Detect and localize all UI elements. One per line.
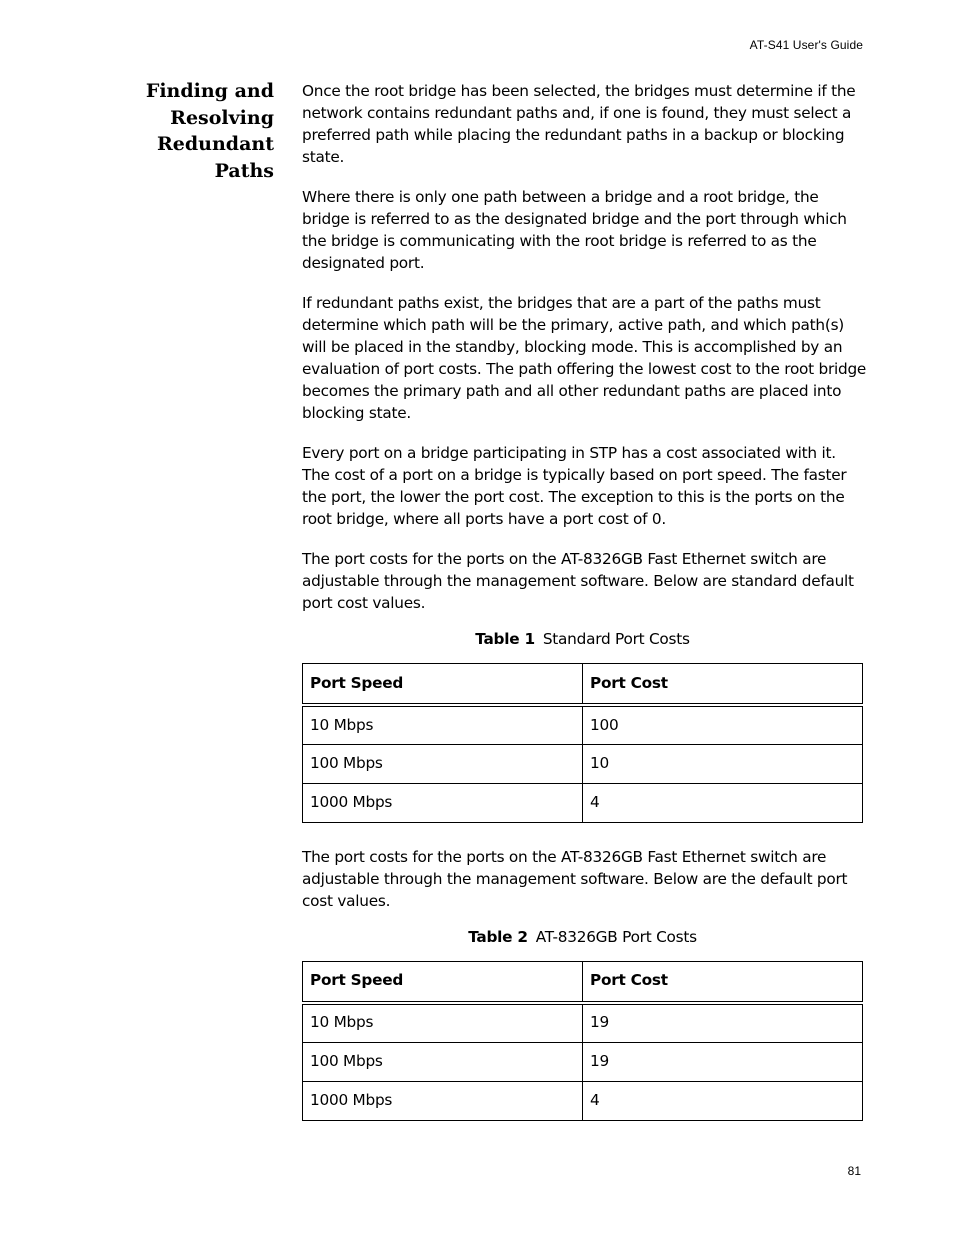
paragraph: The port costs for the ports on the AT-8326GB Fast Ethernet switch are adjustable through the management software. Below are the default port cost values. bbox=[302, 847, 848, 910]
header-port-cost: Port Cost bbox=[583, 663, 863, 705]
section-heading bbox=[120, 78, 274, 184]
cell-port-cost: 4 bbox=[583, 783, 863, 822]
cell-port-cost: 19 bbox=[583, 1042, 863, 1081]
table-2-caption bbox=[302, 927, 863, 949]
paragraph: The port costs for the ports on the AT-8326GB Fast Ethernet switch are adjustable through the management software. Below are standard default port cost values. bbox=[302, 550, 854, 613]
header-port-cost: Port Cost bbox=[583, 961, 863, 1003]
section-heading-line: Resolving bbox=[170, 106, 274, 129]
body-column bbox=[302, 81, 868, 1145]
cell-port-speed: 10 Mbps bbox=[303, 705, 583, 744]
table-row bbox=[303, 744, 863, 783]
table-2-caption-title: AT-8326GB Port Costs bbox=[535, 927, 697, 946]
cell-port-cost: 4 bbox=[583, 1081, 863, 1120]
table-row bbox=[303, 1042, 863, 1081]
table-1-caption bbox=[302, 629, 863, 651]
page-number: 81 bbox=[847, 1164, 861, 1178]
header-port-speed: Port Speed bbox=[303, 961, 583, 1003]
section-heading-line: Redundant bbox=[157, 133, 274, 155]
at-8326gb-port-costs-table bbox=[302, 961, 863, 1121]
table-row bbox=[303, 783, 863, 822]
cell-port-speed: 1000 Mbps bbox=[303, 1081, 583, 1120]
section-heading-line: Paths bbox=[214, 159, 274, 182]
cell-port-speed: 10 Mbps bbox=[303, 1003, 583, 1042]
header-port-speed: Port Speed bbox=[303, 663, 583, 705]
standard-port-costs-table bbox=[302, 663, 863, 823]
table-2-caption-number: Table 2 bbox=[468, 927, 528, 946]
table-1-caption-title: Standard Port Costs bbox=[542, 630, 690, 649]
table-header-row bbox=[303, 663, 863, 705]
table-row bbox=[303, 1081, 863, 1120]
running-head: AT-S41 User's Guide bbox=[749, 38, 863, 52]
section-heading-line: Finding and bbox=[145, 80, 274, 102]
cell-port-cost: 100 bbox=[583, 705, 863, 744]
table-1-caption-number: Table 1 bbox=[475, 630, 535, 649]
paragraph: Where there is only one path between a bridge and a root bridge, the bridge is referred to as the designated bridge and the port through which the bridge is communicating with the root bridge is referred to as the designated port. bbox=[302, 188, 847, 272]
paragraph: Once the root bridge has been selected, the bridges must determine if the network contains redundant paths and, if one is found, they must select a preferred path while placing the redundant paths in a backup or blocking state. bbox=[302, 82, 856, 166]
cell-port-cost: 19 bbox=[583, 1003, 863, 1042]
cell-port-cost: 10 bbox=[583, 744, 863, 783]
paragraph: If redundant paths exist, the bridges that are a part of the paths must determine which path will be the primary, active path, and which path(s) will be placed in the standby, blocking mode. This is accomplished by an evaluation of port costs. The path offering the lowest cost to the root bridge becomes the primary path and all other redundant paths are placed into blocking state. bbox=[302, 294, 867, 422]
cell-port-speed: 100 Mbps bbox=[303, 744, 583, 783]
cell-port-speed: 100 Mbps bbox=[303, 1042, 583, 1081]
table-row bbox=[303, 1003, 863, 1042]
cell-port-speed: 1000 Mbps bbox=[303, 783, 583, 822]
paragraph: Every port on a bridge participating in STP has a cost associated with it. The cost of a port on a bridge is typically based on port speed. The faster the port, the lower the port cost. The exception to this is the ports on the root bridge, where all ports have a port cost of 0. bbox=[302, 444, 847, 528]
table-header-row bbox=[303, 961, 863, 1003]
table-row bbox=[303, 705, 863, 744]
